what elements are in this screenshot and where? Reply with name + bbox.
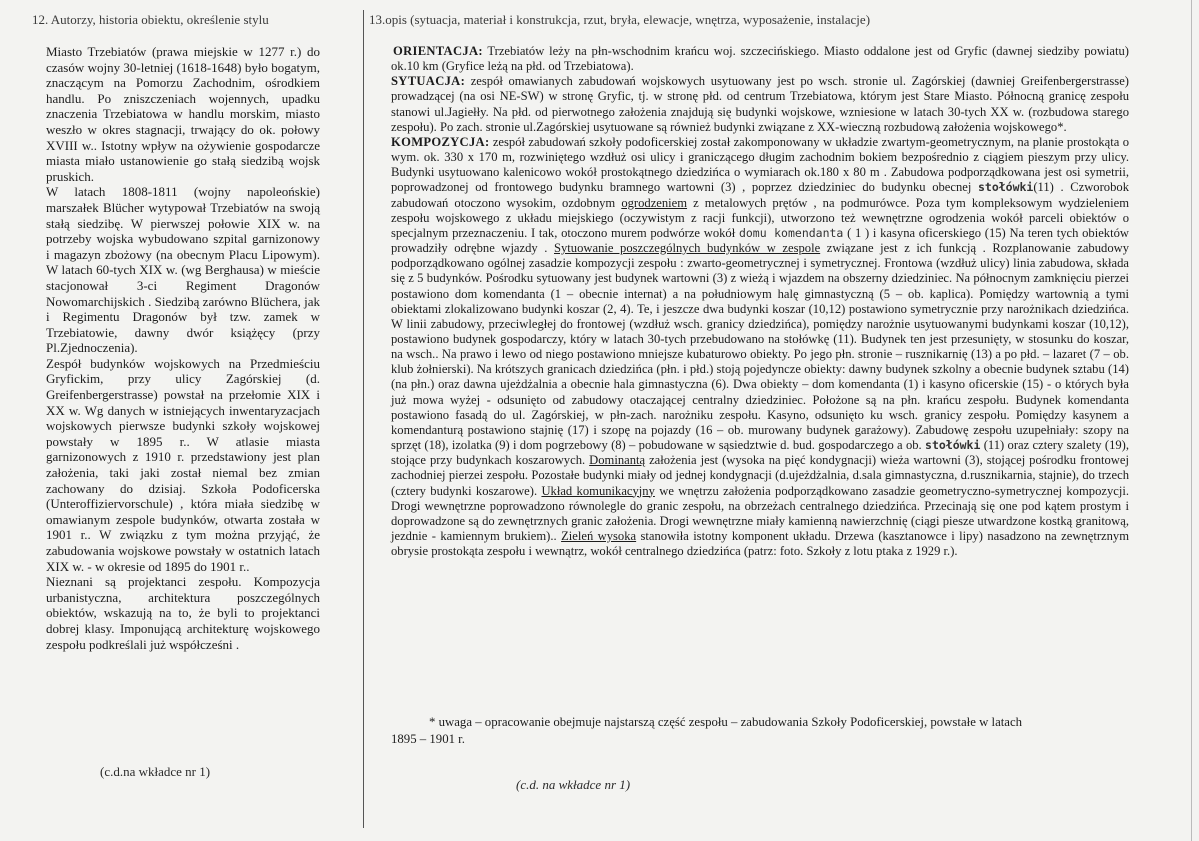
sytuowanie-underlined: Sytuowanie poszczególnych budynków w zespole [554,241,821,256]
left-column-header: 12. Autorzy, historia obiektu, określenie stylu [32,12,269,27]
orientacja-text: Trzebiatów leży na płn-wschodnim krańcu woj. szczecińskiego. Miasto oddalone jest od Gryfic (dawnej siedziby powiatu) ok.10 km (Gryfice leżą na płd. od Trzebiatowa). [391,44,1129,74]
kompozycja-text-a: zespół zabudowań szkoły podoficerskiej został zakomponowany w układzie zwartym-geometrycznym, na planie prostokąta o wym. ok. 330 x 170 m, rozwiniętego wzdłuż osi ulicy i graniczącego długim zachodnim bokiem bezpośrednio z ciągiem pieszym przy ulicy. Budynki usytuowano kalenicowo wokół prostokątnego dziedzińca o wymiarach ok.180 x 80 m . Zabudowa podporządkowana jest osi symetrii, poprowadzonej od frontowego budynku bramnego wartowni (3) , poprzez dziedziniec do budynku obecnej [391,134,1129,195]
kompozycja-text-d: ( 1 ) i kasyna oficerskiego (15) Na teren tych obiektów prowadziły odrębne wjazdy . [391,225,1129,256]
kompozycja-text-b: (11) . Czworobok zabudowań otoczono wysokim, ozdobnym [391,180,1129,210]
history-paragraph-2: W latach 1808-1811 (wojny napoleońskie) marszałek Blücher wytypował Trzebiatów na swoją stałą siedzibę. W pierwszej połowie XIX w. na potrzeby wojska wybudowano szpital garnizonowy i magazyn zbożowy (na obecnym Placu Lipowym). W latach 60-tych XIX w. (wg Berghausa) w mieście stacjonował 3-ci Regiment Dragonów Nowomarchijskich . Siedzibą zarówno Blüchera, jak i Regimentu Dragonów był tzw. zamek w Trzebiatowie, dawny dwór książęcy (przy Pl.Zjednoczenia). [46,184,320,356]
dominanta-underlined: Dominantą [589,453,646,468]
description-column [391,44,1129,559]
left-continued-note: (c.d.na wkładce nr 1) [100,764,211,779]
kompozycja-text-g: założenia jest (wysoka na pięć kondygnacji) wieża wartowni (3), stojącej pośrodku frontowej zachodniej pierzei zespołu. Pozostałe budynki miały od jednej kondygnacji (d.ujeżdżalnia, d.sala gimnastyczna, d.rusznikarnia, stajnie), do trzech (cztery budynki koszarowe). [391,453,1129,498]
kompozycja-label: KOMPOZYCJA: [391,134,490,149]
kompozycja-text-e: związane jest z ich funkcją . Rozplanowanie zabudowy podporządkowano ogólnej zasadzie kompozycji zespołu : zwarto-geometrycznej i symetrycznej. Frontowa (wzdłuż ulicy) linia zabudowa, składa się z 5 budynków. Pośrodku sytuowany jest budynek wartowni (3) z wieżą i wjazdem na obszerny dziedziniec. Na północnym zamknięciu pierzei postawiono dom komendanta (1 – obecnie internat) a na południowym halę gimnastyczną (5 – ob. kaplica). Pomiędzy wartownią a tymi obiektami zlokalizowano budynki koszar (2, 4). Te, i jeszcze dwa budynki koszar (10,12) postawiono symetrycznie przy narożnikach dziedzińca. W linii zabudowy, przeciwległej do frontowej (wzdłuż wsch. granicy dziedzińca), pomiędzy narożnie usytuowanymi budynkami koszar (10,12), postawiono budynek gospodarczy, który w latach 30-tych przebudowano na stołówkę (11). Budynek ten jest przesunięty, w stosunku do koszar, na wsch.. Na prawo i lewo od niego postawiono mniejsze kubaturowo obiekty. Po jego płn. stronie – rusznikarnię (13) a po płd. – lazaret (7 – ob. klub żołnierski). Na krótszych granicach dziedzińca (płn. i płd.) stoją pojedyncze obiekty: dawny budynek szkolny a obecnie budynek sztabu (14) (na płn.) oraz dawna ujeżdżalnia a obecnie hala gimnastyczna (6). Dwa obiekty – dom komendanta (1) i kasyno oficerskie (15) - o których była już mowa wyżej - odsunięto od zabudowy otaczającej centralny dziedziniec. Położone są na płn. krańcu zespołu. Budynek komendanta postawiono fasadą do ul. Zagórskiej, w płn-zach. narożniku zespołu. Kasyno, odsunięto ku wsch. granicy zespołu. Pomiędzy kasynem a komendanturą postawiono stajnię (17) i szopę na pojazdy (16 – ob. murowany budynek garażowy). Zabudowę zespołu uzupełniały: szopy na sprzęt (18), izolatka (9) i dom pogrzebowy (8) – pobudowane w sąsiedztwie d. bud. gospodarczego a ob. [391,241,1130,453]
footnote-line-1: * uwaga – opracowanie obejmuje najstarszą część zespołu – zabudowania Szkoły Podoficerskiej, powstałe w latach [429,715,1023,729]
sytuacja-text: zespół omawianych zabudowań wojskowych usytuowany jest po wsch. stronie ul. Zagórskiej (dawniej Greifenbergerstrasse) prowadzącej (na osi NE-SW) w stronę Gryfic, tj. w stronę płd. od centrum Trzebiatowa, którym jest Stare Miasto. Północną granicę zespołu stanowi ul.Jagiełły. Na płd. od pierwotnego założenia znajdują się budynki wojskowe, wzniesione w latach 30-tych XX w. (rozbudowa starego zespołu). Po zach. stronie ul.Zagórskiej usytuowane są również budynki związane z XX-wieczną rozbudową założenia wojskowego*. [391,74,1129,134]
history-paragraph-1: Miasto Trzebiatów (prawa miejskie w 1277 r.) do czasów wojny 30-letniej (1618-1648) było bogatym, znaczącym na Pomorzu Zachodnim, ośrodkiem handlu. Po zniszczeniach wojennych, upadku znaczenia Trzebiatowa w handlu morskim, miasto weszło w okres stagnacji, trwający do ok. połowy XVIII w.. Istotny wpływ na ożywienie gospodarcze miasta miało ustanowienie go stałą siedzibą wojsk pruskich. [46,44,320,184]
history-column [46,44,320,652]
sytuacja-paragraph [391,74,1129,135]
history-paragraph-3: Zespół budynków wojskowych na Przedmieściu Gryfickim, przy ulicy Zagórskiej (d. Greifenbergerstrasse) powstał na przełomie XIX i XX w. Wg danych w istniejących inwentaryzacjach wojskowych pierwsze budynki szkoły wojskowej powstały w 1895 r.. W atlasie miasta garnizonowych z 1910 r. przedstawiony jest plan założenia, taki jaki został niemal bez zmian zachowany do dzisiaj. Szkoła Podoficerska (Unteroffiziervorschule) , która miała siedzibę w omawianym zespole budynków, otwarta została w 1901 r.. W związku z tym można przyjąć, że zabudowania wojskowe powstały w ostatnich latach XIX w. - w okresie od 1895 do 1901 r.. [46,355,320,574]
zielen-underlined: Zieleń wysoka [561,529,637,543]
footnote-line-2: 1895 – 1901 r. [391,731,465,746]
domu-komendanta-typed: domu komendanta [738,225,844,240]
column-divider [363,10,364,828]
orientacja-paragraph [391,44,1129,74]
orientacja-label: ORIENTACJA: [393,44,483,58]
sytuacja-label: SYTUACJA: [391,74,466,89]
kompozycja-paragraph [391,135,1129,559]
uklad-underlined: Układ komunikacyjny [541,483,655,498]
right-continued-note: (c.d. na wkładce nr 1) [516,777,631,792]
stolowki-typed-2: stołówki [925,438,981,453]
history-paragraph-4: Nieznani są projektanci zespołu. Kompozycja urbanistyczna, architektura poszczególnych obiektów, wskazują na to, że byli to projektanci dobrej klasy. Imponującą architekturę wojskowego zespołu podkreślali już współcześni . [46,574,320,652]
page-edge [1191,0,1192,841]
right-column-header: 13.opis (sytuacja, materiał i konstrukcja, rzut, bryła, elewacje, wnętrza, wyposażenie, instalacje) [369,12,871,27]
kompozycja-text-i: stanowiła istotny komponent układu. Drzewa (kasztanowce i lipy) nasadzono na zewnętrznym obrysie prostokąta zespołu i wewnątrz, wokół centralnego dziedzińca (patrz: foto. Szkoły z lotu ptaka z 1929 r.). [391,529,1129,559]
stolowki-typed-1: stołówki [977,180,1034,195]
kompozycja-text-f: (11) oraz cztery szalety (19), stojące przy budynkach koszarowych. [391,438,1130,468]
kompozycja-text-c: z metalowych prętów , na podmurówce. Poza tym kompleksowym wydzieleniem zespołu wojskowego z układu miejskiego (oczywistym z racji funkcji), utworzono też wewnętrzne ogrodzenia wokół parceli obiektów o specjalnym przeznaczeniu. I tak, otoczono murem podwórze wokół [391,195,1129,240]
footnote [383,714,1123,747]
kompozycja-text-h: we wnętrzu założenia podporządkowano zasadzie geometryczno-symetrycznej kompozycji. Drogi wewnętrzne poprowadzono równolegle do granic zespołu, na obrzeżach centralnego dziedzińca. Przecinają się one pod kątem prostym i doprowadzone są do zewnętrznych granic założenia. Drogi wewnętrzne miały kamienną nawierzchnię (ciągi piesze utwardzone kostką granitową, jezdnie - kamiennym brukiem).. [391,483,1129,543]
ogrodzeniem-underlined: ogrodzeniem [621,195,688,210]
